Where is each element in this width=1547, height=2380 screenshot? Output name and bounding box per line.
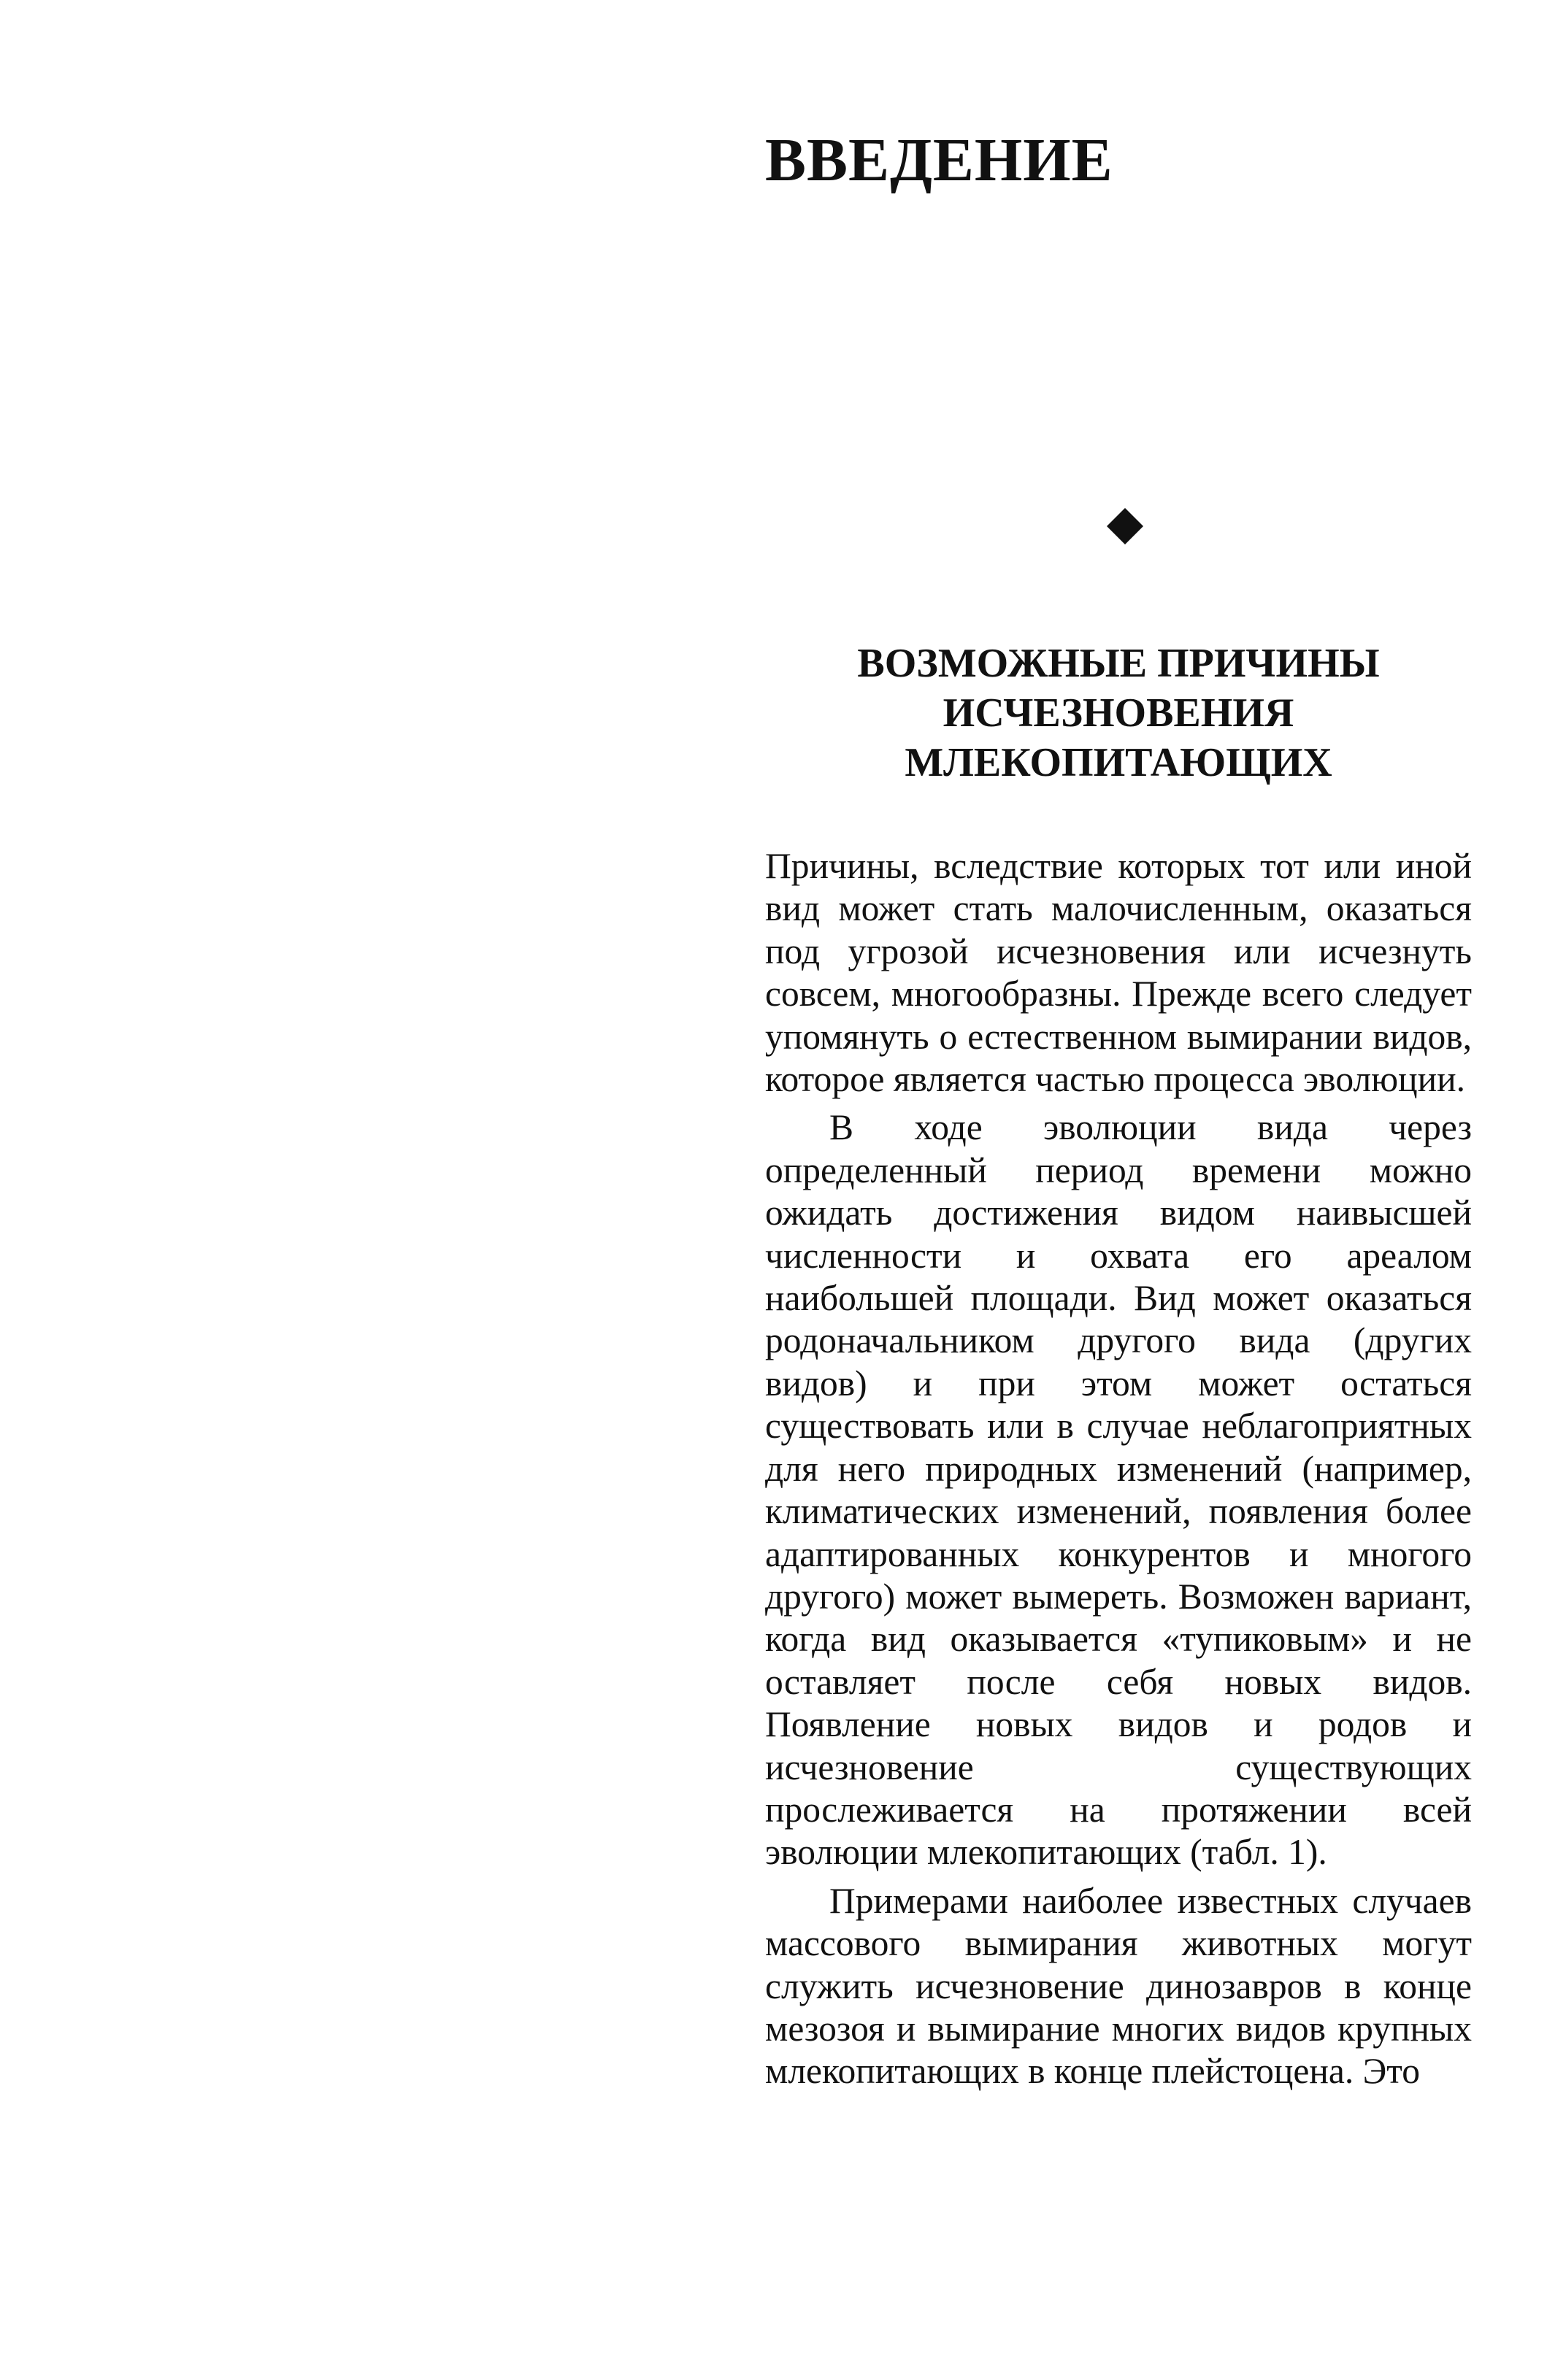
section-title xyxy=(765,639,1472,787)
diamond-ornament-icon xyxy=(1106,507,1144,545)
body-text xyxy=(765,845,1472,2099)
paragraph: В ходе эволюции вида через определенный период времени можно ожидать достижения видом наивысшей численности и охвата его ареалом наибольшей площади. Вид может оказаться родоначальником другого вида (других видов) и при этом может остаться существовать или в случае неблагоприятных для него природных изменений (например, климатических изменений, появления более адаптированных конкурентов и многого другого) может вымереть. Возможен вариант, когда вид оказывается «тупиковым» и не оставляет после себя новых видов. Появление новых видов и родов и исчезновение существующих прослеживается на протяжении всей эволюции млекопитающих (табл. 1). xyxy=(765,1107,1472,1873)
paragraph: Причины, вследствие которых тот или иной вид может стать малочисленным, оказаться под угрозой исчезновения или исчезнуть совсем, многообразны. Прежде всего следует упомянуть о естественном вымирании видов, которое является частью процесса эволюции. xyxy=(765,846,1472,1100)
section-title-line: ВОЗМОЖНЫЕ ПРИЧИНЫ xyxy=(857,641,1380,686)
section-title-line: МЛЕКОПИТАЮЩИХ xyxy=(905,740,1332,785)
chapter-title: ВВЕДЕНИЕ xyxy=(765,126,1113,194)
paragraph: Примерами наиболее известных случаев массового вымирания животных могут служить исчезновение динозавров в конце мезозоя и вымирание многих видов крупных млекопитающих в конце плейстоцена. Это xyxy=(765,1880,1472,2092)
section-title-line: ИСЧЕЗНОВЕНИЯ xyxy=(943,690,1294,736)
